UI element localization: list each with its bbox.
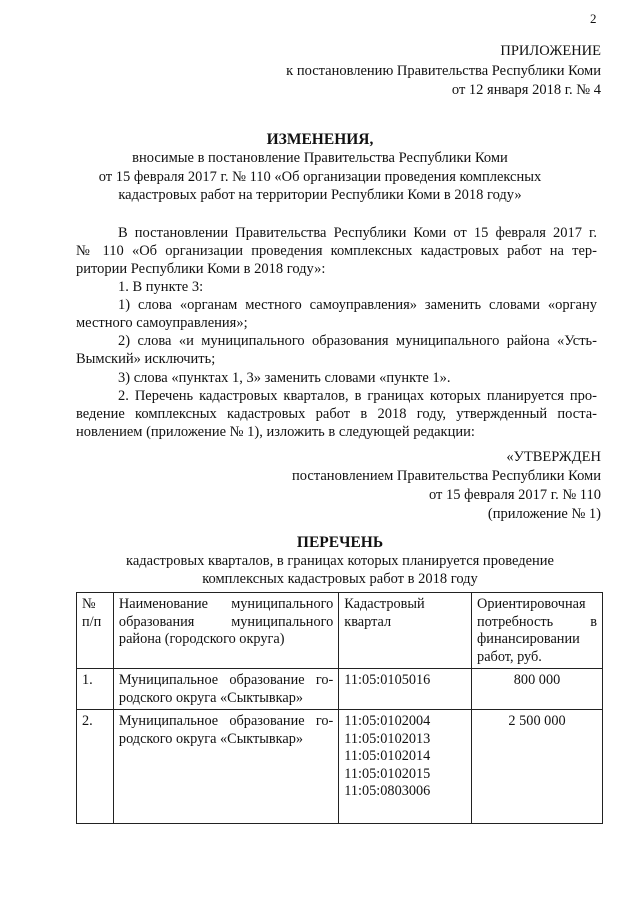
header-funding-line: потребность в — [477, 613, 597, 630]
list-line-1: кадастровых кварталов, в границах которых планируется проведение — [126, 553, 554, 569]
cadastral-number: 11:05:0102015 — [344, 765, 431, 782]
body-sub1-line-2: местного самоуправления»; — [76, 315, 248, 331]
header-number-line: № — [82, 596, 96, 612]
header-cadastral — [339, 593, 472, 669]
header-municipality-line: Наименование муниципального — [118, 596, 334, 612]
appendix-line-1: к постановлению Правительства Республики Коми — [286, 63, 601, 79]
header-cadastral-line: квартал — [344, 613, 392, 630]
approved-line-2: от 15 февраля 2017 г. № 110 — [428, 487, 601, 503]
row-municipality-line: Муниципальное образование го- — [118, 672, 334, 688]
body-item2-line-2: ведение комплексных кадастровых работ в 2018 году, утвержденный поста- — [76, 406, 597, 422]
approved-title: «УТВЕРЖДЕН — [506, 449, 601, 465]
cadastral-number: 11:05:0102004 — [344, 713, 431, 729]
row-amount: 800 000 — [472, 669, 603, 710]
table-header-row — [77, 593, 603, 669]
row-amount: 2 500 000 — [472, 710, 603, 824]
row-municipality-line: родского округа «Сыктывкар» — [118, 689, 304, 706]
appendix-title: ПРИЛОЖЕНИЕ — [500, 43, 601, 59]
approved-line-3: (приложение № 1) — [487, 506, 601, 522]
cadastral-number: 11:05:0102013 — [344, 730, 431, 747]
row-municipality — [113, 669, 338, 710]
body-sub3: 3) слова «пунктах 1, 3» заменить словами «пункте 1». — [118, 370, 451, 386]
body-item-1: 1. В пункте 3: — [118, 279, 204, 295]
cadastral-number: 11:05:0105016 — [344, 672, 431, 688]
header-municipality-line: образования муниципального — [118, 613, 334, 630]
row-municipality-line: родского округа «Сыктывкар» — [118, 730, 304, 747]
header-funding — [472, 593, 603, 669]
changes-title: ИЗМЕНЕНИЯ, — [266, 131, 374, 148]
row-municipality — [113, 710, 338, 824]
header-cadastral-line: Кадастровый — [344, 596, 425, 612]
changes-line-1: вносимые в постановление Правительства Республики Коми — [132, 150, 508, 166]
body-item2-line-1: 2. Перечень кадастровых кварталов, в границах которых планируется про- — [118, 388, 597, 404]
row-number: 1. — [77, 669, 114, 710]
approved-line-1: постановлением Правительства Республики Коми — [292, 468, 601, 484]
row-cadastral — [339, 710, 472, 824]
page-number: 2 — [590, 11, 597, 26]
body-p1-line-2: № 110 «Об организации проведения комплексных кадастровых работ на тер- — [76, 243, 597, 259]
body-p1-line-3: ритории Республики Коми в 2018 году»: — [76, 261, 326, 277]
cadastral-number: 11:05:0102014 — [344, 748, 431, 764]
body-item2-line-3: новлением (приложение № 1), изложить в следующей редакции: — [76, 424, 475, 440]
body-sub1-line-1: 1) слова «органам местного самоуправления» заменить словами «органу — [118, 297, 597, 313]
header-funding-line: Ориентировочная — [477, 596, 586, 612]
row-municipality-line: Муниципальное образование го- — [118, 713, 334, 729]
changes-line-3: кадастровых работ на территории Республики Коми в 2018 году» — [118, 187, 522, 203]
table-row — [77, 669, 603, 710]
header-number — [77, 593, 114, 669]
list-line-2: комплексных кадастровых работ в 2018 году — [202, 571, 478, 587]
header-municipality-line: района (городского округа) — [118, 631, 285, 647]
body-sub2-line-1: 2) слова «и муниципального образования муниципального района «Усть- — [118, 333, 597, 349]
header-funding-line: работ, руб. — [477, 648, 542, 665]
row-cadastral — [339, 669, 472, 710]
list-title: ПЕРЕЧЕНЬ — [296, 534, 384, 551]
changes-line-2: от 15 февраля 2017 г. № 110 «Об организации проведения комплексных — [98, 169, 542, 185]
appendix-line-2: от 12 января 2018 г. № 4 — [451, 82, 601, 98]
body-p1-line-1: В постановлении Правительства Республики Коми от 15 февраля 2017 г. — [118, 225, 597, 241]
cadastral-number: 11:05:0803006 — [344, 783, 431, 799]
header-number-line: п/п — [82, 613, 102, 630]
row-number: 2. — [77, 710, 114, 824]
cadastral-table — [76, 592, 603, 824]
table-row — [77, 710, 603, 824]
body-sub2-line-2: Вымский» исключить; — [76, 351, 216, 367]
header-municipality — [113, 593, 338, 669]
header-funding-line: финансировании — [477, 631, 580, 647]
